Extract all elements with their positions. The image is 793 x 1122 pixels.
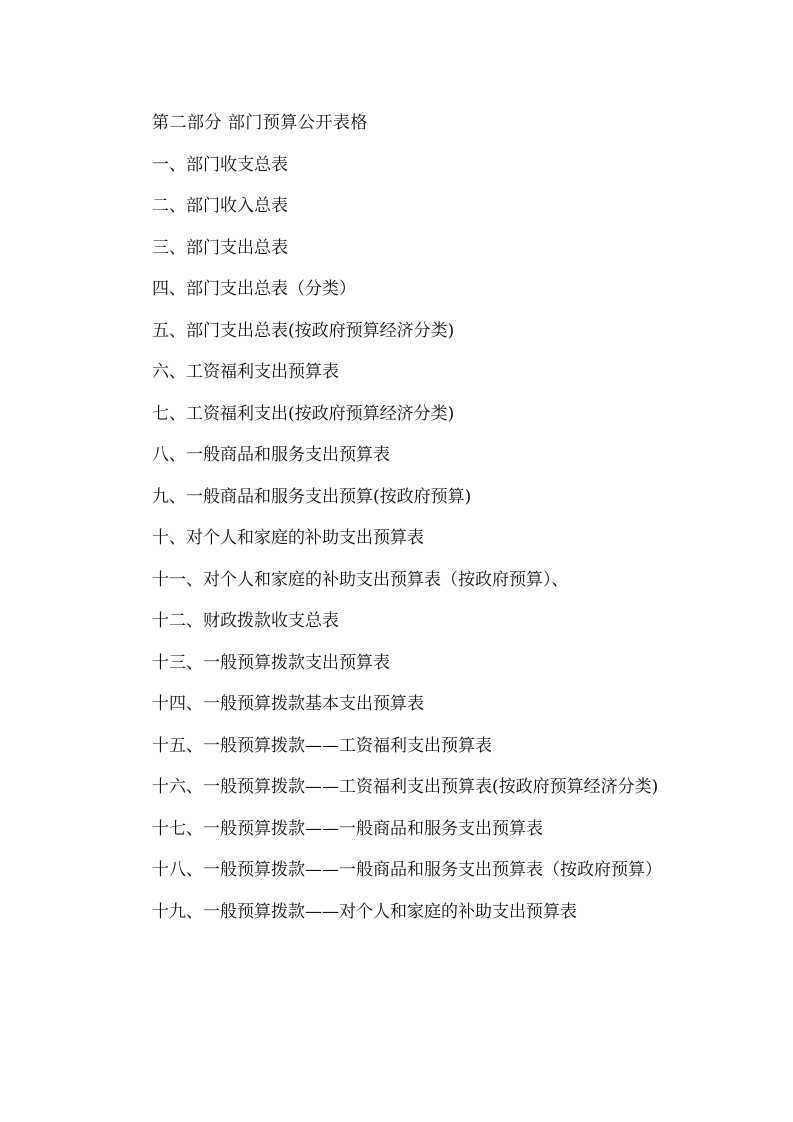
table-list-item: 七、工资福利支出(按政府预算经济分类) (152, 403, 455, 424)
table-list-item: 十、对个人和家庭的补助支出预算表 (152, 528, 424, 548)
table-list-item: 四、部门支出总表（分类） (152, 279, 356, 299)
table-list-item: 十五、一般预算拨款——工资福利支出预算表 (152, 735, 492, 756)
table-list-item: 十一、对个人和家庭的补助支出预算表（按政府预算）、 (152, 569, 569, 590)
document-body (114, 103, 686, 933)
table-list-item: 十八、一般预算拨款——一般商品和服务支出预算表（按政府预算） (152, 860, 662, 880)
table-list-item: 十二、财政拨款收支总表 (152, 611, 339, 631)
table-list-item: 一、部门收支总表 (152, 154, 288, 175)
table-list-item: 二、部门收入总表 (152, 196, 288, 216)
table-list-item: 六、工资福利支出预算表 (152, 362, 339, 382)
table-list-item: 三、部门支出总表 (152, 237, 288, 258)
table-list-item: 十九、一般预算拨款——对个人和家庭的补助支出预算表 (152, 901, 577, 922)
table-list-item: 十三、一般预算拨款支出预算表 (152, 652, 390, 673)
table-list-item: 九、一般商品和服务支出预算(按政府预算) (152, 486, 472, 507)
table-list-item: 十六、一般预算拨款——工资福利支出预算表(按政府预算经济分类) (152, 777, 659, 797)
table-list-item: 五、部门支出总表(按政府预算经济分类) (152, 320, 455, 341)
table-list-item: 十四、一般预算拨款基本支出预算表 (152, 694, 424, 714)
section-title: 第二部分 部门预算公开表格 (152, 113, 368, 133)
table-list-item: 八、一般商品和服务支出预算表 (152, 445, 390, 465)
table-list-item: 十七、一般预算拨款——一般商品和服务支出预算表 (152, 818, 543, 839)
